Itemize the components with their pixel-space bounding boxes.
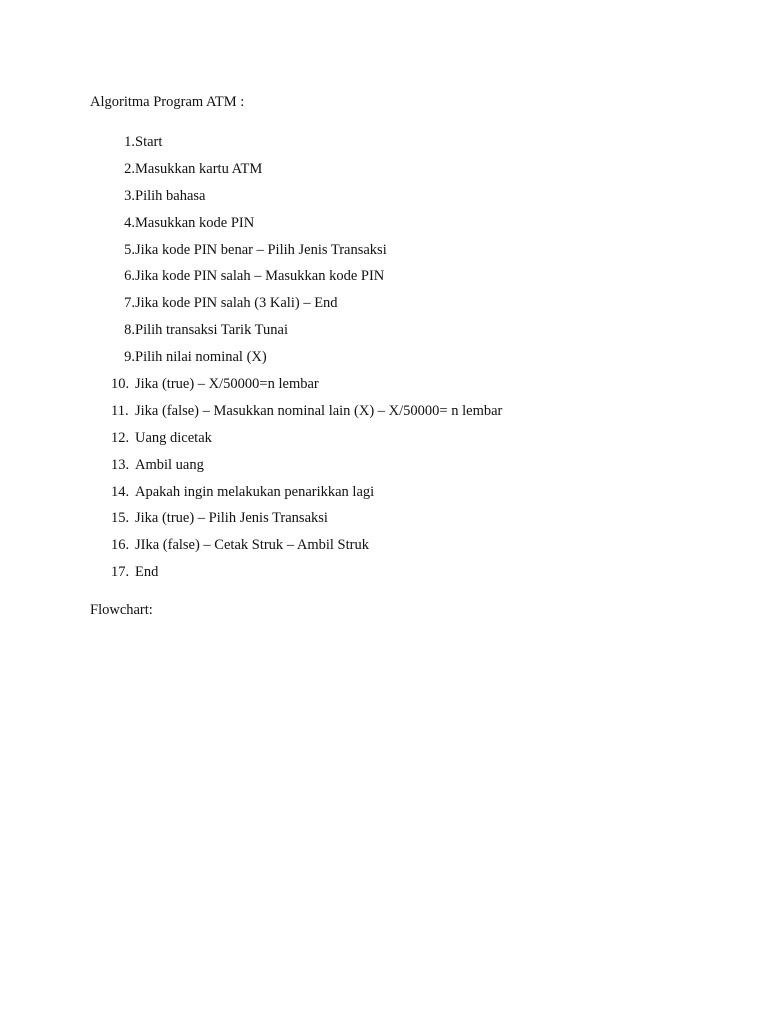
document-title: Algoritma Program ATM : (90, 94, 245, 110)
step-text: End (135, 564, 159, 581)
step-text: Start (135, 134, 163, 150)
list-item (90, 375, 319, 402)
step-number: 15. (111, 510, 130, 527)
step-text: Jika kode PIN benar – Pilih Jenis Transaksi (135, 241, 387, 258)
step-text: Jika kode PIN salah (3 Kali) – End (135, 295, 338, 312)
list-item (90, 267, 385, 294)
step-number: 1. (124, 134, 135, 150)
step-text: Masukkan kartu ATM (135, 160, 263, 177)
step-number: 11. (111, 402, 129, 419)
list-item (90, 429, 212, 456)
step-text: Jika (false) – Masukkan nominal lain (X) – X/50000= n lembar (135, 402, 503, 419)
algorithm-steps-list (90, 133, 503, 590)
step-number: 2. (124, 160, 135, 177)
step-text: Apakah ingin melakukan penarikkan lagi (135, 483, 375, 500)
list-item (90, 214, 255, 241)
list-item (90, 509, 328, 536)
step-number: 3. (124, 187, 135, 204)
step-number: 5. (124, 241, 135, 258)
list-item (90, 321, 288, 348)
step-text: Pilih nilai nominal (X) (135, 349, 267, 366)
step-number: 9. (124, 349, 135, 366)
list-item (90, 241, 387, 268)
list-item (90, 536, 369, 563)
step-number: 6. (124, 268, 135, 285)
step-text: Pilih transaksi Tarik Tunai (135, 322, 288, 339)
list-item (90, 563, 159, 590)
list-item (90, 348, 267, 375)
step-text: Jika kode PIN salah – Masukkan kode PIN (135, 268, 385, 285)
list-item (90, 402, 503, 429)
step-number: 12. (111, 429, 130, 446)
list-item (90, 294, 338, 321)
step-text: Jika (true) – X/50000=n lembar (135, 376, 319, 393)
list-item (90, 160, 263, 187)
step-text: Pilih bahasa (135, 187, 206, 204)
step-text: Jika (true) – Pilih Jenis Transaksi (135, 510, 328, 527)
list-item (90, 456, 204, 483)
step-text: Uang dicetak (135, 429, 212, 446)
step-number: 17. (111, 564, 130, 581)
list-item (90, 133, 163, 160)
step-number: 8. (124, 322, 135, 339)
step-number: 16. (111, 537, 130, 554)
flowchart-label: Flowchart: (90, 602, 153, 618)
step-number: 14. (111, 483, 130, 500)
step-text: Masukkan kode PIN (135, 214, 255, 231)
list-item (90, 483, 375, 510)
step-text: Ambil uang (135, 456, 204, 473)
step-text: JIka (false) – Cetak Struk – Ambil Struk (135, 537, 369, 554)
step-number: 10. (111, 376, 130, 393)
list-item (90, 187, 206, 214)
step-number: 13. (111, 456, 130, 473)
step-number: 7. (124, 295, 135, 312)
step-number: 4. (124, 214, 135, 231)
